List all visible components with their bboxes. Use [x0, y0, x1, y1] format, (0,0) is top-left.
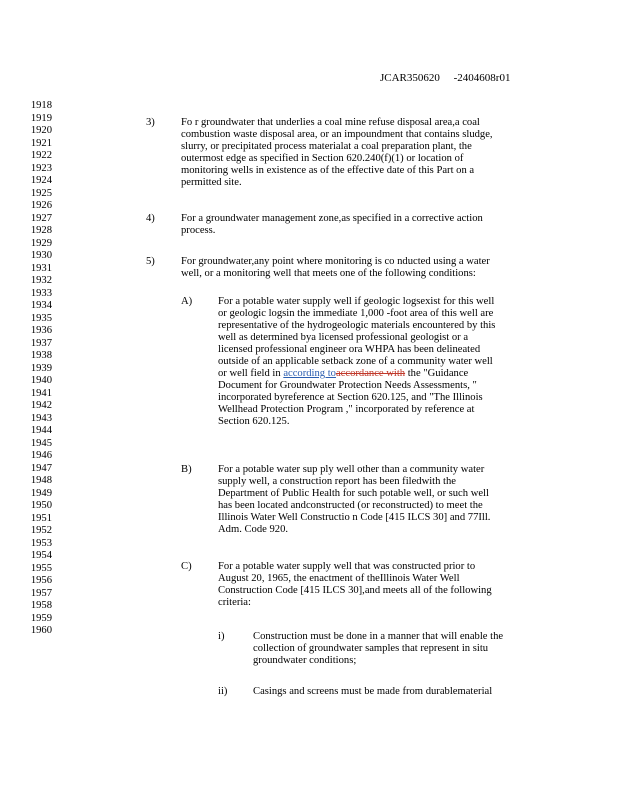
item-a-line-6: outside of an applicable setback zone of a community water well: [218, 356, 493, 367]
line-number: 1943: [30, 412, 52, 424]
line-number: 1934: [30, 300, 52, 311]
item-b-label: B): [181, 464, 192, 475]
line-number: 1940: [30, 375, 52, 386]
item-3-line-5: monitoring wells in existence as of the effective date of this Part on a: [181, 165, 475, 176]
line-number: 1938: [30, 350, 52, 361]
item-4-line-1: For a groundwater management zone,as specified in a corrective action: [181, 213, 483, 224]
item-3-label: 3): [146, 117, 155, 128]
item-a-line-4: well as determined bya licensed professional geologist or a: [218, 332, 469, 343]
line-number: 1928: [30, 225, 52, 236]
line-number: 1955: [30, 562, 52, 574]
line-number: 1921: [30, 137, 52, 149]
line-number: 1922: [30, 150, 52, 161]
item-3-line-3: slurry, or precipitated process materialat a coal preparation plant, the: [181, 141, 472, 152]
line-number: 1941: [30, 387, 52, 399]
item-c-line-3: Construction Code [415 ILCS 30],and meets all of the following: [218, 585, 492, 596]
item-a-line-2: or geologic logsin the immediate 1,000 -foot area of this well are: [218, 308, 494, 319]
line-number: 1951: [30, 512, 52, 524]
line-number: 1932: [30, 275, 52, 286]
item-a-line-1: For a potable water supply well if geologic logsexist for this well: [218, 296, 495, 307]
line-number: 1923: [30, 162, 52, 174]
item-a-line-9: incorporated byreference at Section 620.125, and "The Illinois: [218, 392, 483, 403]
item-a-line-8: Document for Groundwater Protection Needs Assessments, ": [218, 380, 477, 391]
item-3-line-4: outermost edge as specified in Section 620.240(f)(1) or location of: [181, 153, 464, 164]
line-number: 1937: [30, 337, 52, 349]
item-c-line-1: For a potable water supply well that was constructed prior to: [218, 561, 476, 572]
item-c-i-line-1: Construction must be done in a manner that will enable the: [253, 631, 504, 642]
line-number: 1952: [30, 525, 52, 536]
line-number: 1960: [30, 625, 52, 636]
item-b-line-1: For a potable water sup ply well other than a community water: [218, 464, 485, 475]
line-number: 1919: [30, 112, 52, 124]
line-number: 1936: [30, 325, 52, 336]
item-b-line-5: Illinois Water Well Constructio n Code [415 ILCS 30] and 77Ill.: [218, 512, 491, 523]
line-number: 1935: [30, 312, 52, 324]
line-number: 1925: [30, 187, 52, 199]
item-c-ii-line-1: Casings and screens must be made from durablematerial: [253, 686, 493, 697]
item-c-i-line-3: groundwater conditions;: [253, 655, 357, 666]
line-number: 1954: [30, 550, 52, 561]
item-a-line-3: representative of the hydrogeologic materials encountered by this: [218, 320, 496, 331]
line-number: 1924: [30, 175, 52, 186]
line-number: 1958: [30, 600, 52, 611]
item-5-line-2: well, or a monitoring well that meets one of the following conditions:: [181, 268, 476, 279]
item-c-line-2: August 20, 1965, the enactment of theIllinois Water Well: [218, 573, 460, 584]
line-number: 1918: [30, 100, 52, 111]
item-3-line-1: Fo r groundwater that underlies a coal mine refuse disposal area,a coal: [181, 117, 480, 128]
item-a-line-7-text: or well field in: [218, 368, 284, 379]
line-number: 1949: [30, 487, 52, 499]
line-number: 1956: [30, 575, 52, 586]
line-number: 1929: [30, 237, 52, 249]
item-a-line-5: licensed professional engineer ora WHPA has been delineated: [218, 344, 481, 355]
item-a-line-7: [218, 368, 468, 380]
line-number: 1933: [30, 287, 52, 299]
item-4-line-2: process.: [181, 225, 216, 236]
inserted-text: according to: [283, 368, 336, 379]
item-c-i-label: i): [218, 631, 225, 642]
line-number: 1950: [30, 500, 52, 511]
item-b-line-4: has been located andconstructed (or reconstructed) to meet the: [218, 500, 483, 511]
line-number: 1920: [30, 125, 52, 136]
item-a-line-11: Section 620.125.: [218, 416, 290, 427]
document-id-header: JCAR350620 -2404608r01: [380, 72, 511, 84]
item-3-line-6: permitted site.: [181, 177, 242, 188]
item-3-line-2: combustion waste disposal area, or an impoundment that contains sludge,: [181, 129, 493, 140]
item-b-line-2: supply well, a construction report has been filedwith the: [218, 476, 457, 487]
item-b-line-3: Department of Public Health for such potable well, or such well: [218, 488, 489, 499]
line-number: 1926: [30, 200, 52, 211]
line-number: 1957: [30, 587, 52, 599]
line-number: 1927: [30, 212, 52, 224]
line-number: 1945: [30, 437, 52, 449]
item-a-label: A): [181, 296, 193, 307]
item-c-i-line-2: collection of groundwater samples that represent in situ: [253, 643, 489, 654]
line-number: 1939: [30, 362, 52, 374]
item-a-line-10: Wellhead Protection Program ," incorporated by reference at: [218, 404, 475, 415]
line-number: 1931: [30, 262, 52, 274]
item-c-ii-label: ii): [218, 686, 228, 697]
line-number: 1942: [30, 400, 52, 411]
item-c-label: C): [181, 561, 192, 572]
item-c-line-4: criteria:: [218, 597, 251, 608]
item-5-line-1: For groundwater,any point where monitoring is co nducted using a water: [181, 256, 490, 267]
line-number: 1953: [30, 537, 52, 549]
line-number: 1948: [30, 475, 52, 486]
item-5-label: 5): [146, 256, 155, 267]
deleted-text: accordance with: [335, 368, 406, 379]
line-number: 1959: [30, 612, 52, 624]
item-a-line-7-tail: the "Guidance: [405, 368, 469, 379]
line-number: 1946: [30, 450, 52, 461]
item-b-line-6: Adm. Code 920.: [218, 524, 289, 535]
line-number: 1947: [30, 462, 52, 474]
line-number: 1930: [30, 250, 52, 261]
item-4-label: 4): [146, 213, 155, 224]
line-number: 1944: [30, 425, 52, 436]
